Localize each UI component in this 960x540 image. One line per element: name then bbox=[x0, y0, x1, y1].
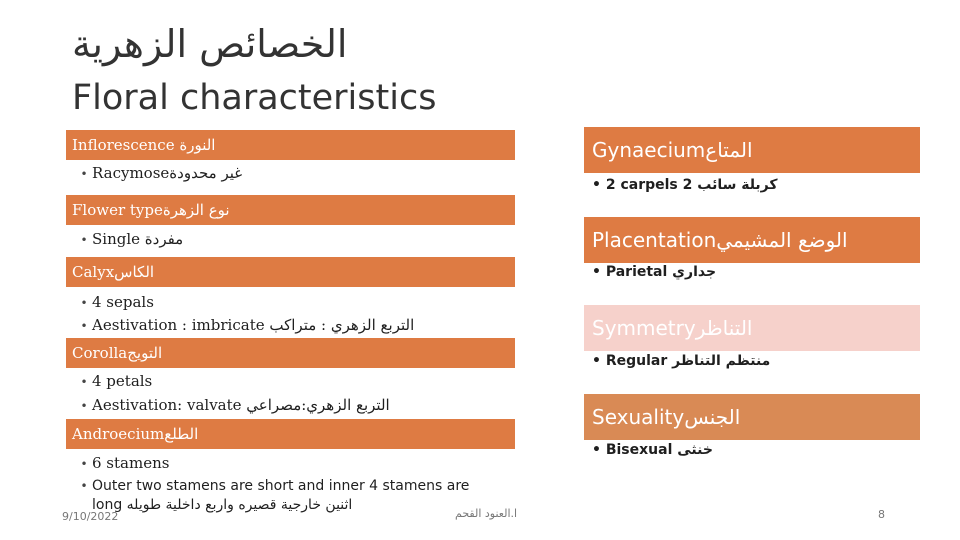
inflorescence-header: Inflorescence النورة bbox=[66, 130, 515, 160]
page-title-arabic: الخصائص الزهرية bbox=[72, 22, 348, 66]
symmetry-item: • Regular منتظم التناظر bbox=[592, 353, 771, 369]
bullet-icon: • bbox=[80, 296, 88, 310]
corolla-item-1: • 4 petals bbox=[76, 370, 152, 393]
page-number: 8 bbox=[878, 508, 885, 521]
calyx-header: Calyxالكاس bbox=[66, 257, 515, 287]
footer-date: 9/10/2022 bbox=[62, 510, 119, 523]
flower-type-item: • Single مفردة bbox=[76, 228, 183, 251]
bullet-icon: • bbox=[80, 233, 88, 247]
page-title: Floral characteristics bbox=[72, 78, 437, 118]
corolla-item-2: • Aestivation: valvate التربع الزهري:مصراعي bbox=[76, 394, 390, 417]
androecium-continuation: long اثنين خارجية قصيره واربع داخلية طويله bbox=[92, 497, 353, 513]
bullet-icon: • bbox=[80, 457, 88, 471]
androecium-item-1: • 6 stamens bbox=[76, 452, 169, 475]
flower-type-header: Flower typeنوع الزهرة bbox=[66, 195, 515, 225]
calyx-item-1: • 4 sepals bbox=[76, 291, 154, 314]
placentation-item: • Parietal جداري bbox=[592, 264, 717, 280]
calyx-item-2: • Aestivation : imbricate التربع الزهري : متراكب bbox=[76, 314, 414, 337]
inflorescence-item: • Racymoseغير محدودة bbox=[76, 162, 242, 185]
bullet-icon: • bbox=[592, 177, 606, 193]
footer-author: ا.العنود القحم bbox=[455, 507, 518, 520]
sexuality-item: • Bisexual خنثى bbox=[592, 442, 713, 458]
bullet-icon: • bbox=[592, 442, 606, 458]
bullet-icon: • bbox=[592, 264, 606, 280]
androecium-item-2: • Outer two stamens are short and inner 4 stamens are bbox=[76, 475, 469, 497]
sexuality-header: Sexualityالجنس bbox=[584, 394, 920, 440]
bullet-icon: • bbox=[592, 353, 606, 369]
androecium-header: Androeciumالطلع bbox=[66, 419, 515, 449]
placentation-header: Placentationالوضع المشيمي bbox=[584, 217, 920, 263]
gynaecium-header: Gynaeciumالمتاع bbox=[584, 127, 920, 173]
gynaecium-item: • 2 carpels كربلة سائب 2 bbox=[592, 177, 778, 193]
bullet-icon: • bbox=[80, 319, 88, 333]
bullet-icon: • bbox=[80, 479, 88, 493]
corolla-header: Corollaالتويج bbox=[66, 338, 515, 368]
bullet-icon: • bbox=[80, 375, 88, 389]
bullet-icon: • bbox=[80, 399, 88, 413]
symmetry-header: Symmetryالتناظر bbox=[584, 305, 920, 351]
bullet-icon: • bbox=[80, 167, 88, 181]
